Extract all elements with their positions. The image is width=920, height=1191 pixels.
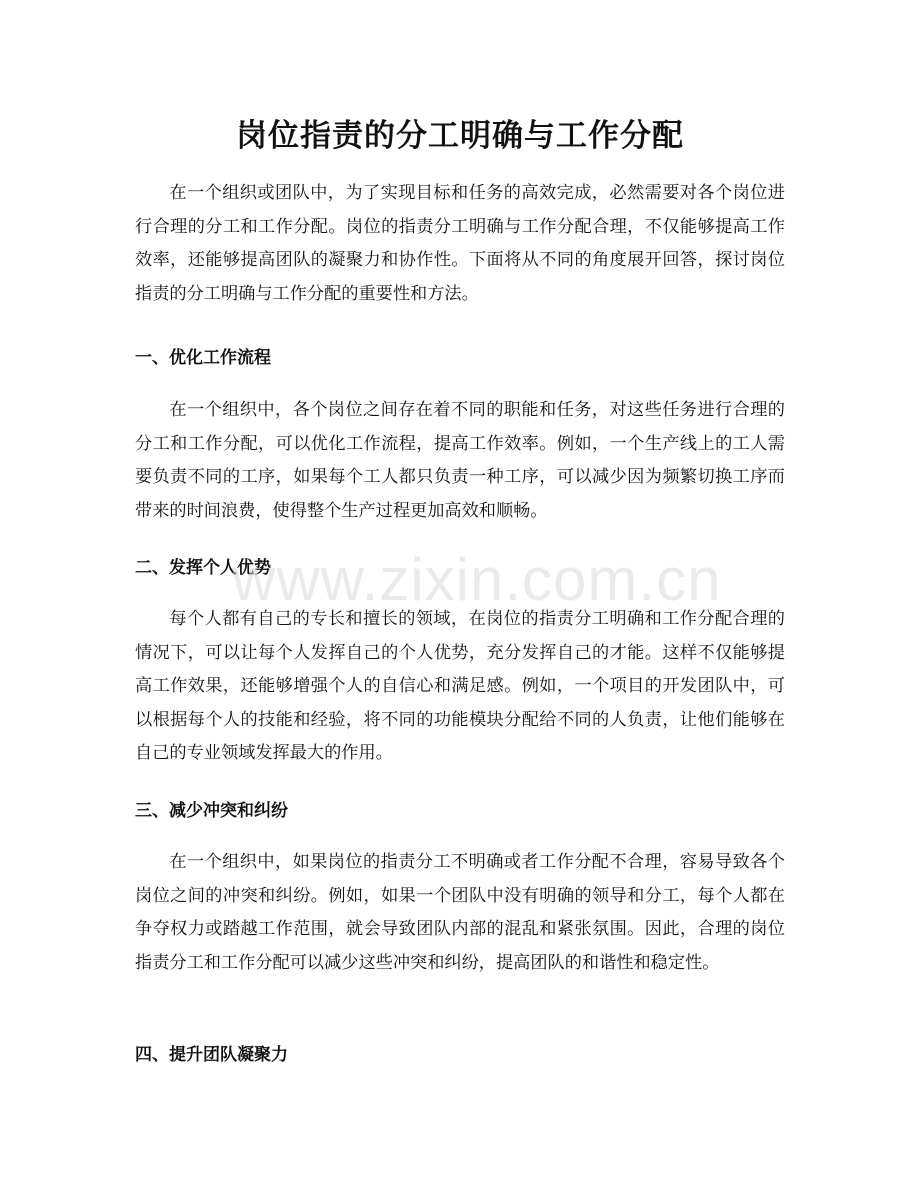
document-title: 岗位指责的分工明确与工作分配 — [236, 118, 684, 154]
section-heading-2: 二、发挥个人优势 — [135, 558, 271, 578]
section-paragraph-3: 在一个组织中，如果岗位的指责分工不明确或者工作分配不合理，容易导致各个岗位之间的冲突和纠纷。例如，如果一个团队中没有明确的领导和分工，每个人都在争夺权力或踏越工作范围，就会导致团队内部的混乱和紧张氛围。因此，合理的岗位指责分工和工作分配可以减少这些冲突和纠纷，提高团队的和谐性和稳定性。 — [135, 852, 785, 973]
section-paragraph-1: 在一个组织中，各个岗位之间存在着不同的职能和任务，对这些任务进行合理的分工和工作分配，可以优化工作流程，提高工作效率。例如，一个生产线上的工人需要负责不同的工序，如果每个工人都只负责一种工序，可以减少因为频繁切换工序而带来的时间浪费，使得整个生产过程更加高效和顺畅。 — [135, 400, 785, 521]
section-paragraph-2: 每个人都有自己的专长和擅长的领域，在岗位的指责分工明确和工作分配合理的情况下，可以让每个人发挥自己的个人优势，充分发挥自己的才能。这样不仅能够提高工作效果，还能够增强个人的自信心和满足感。例如，一个项目的开发团队中，可以根据每个人的技能和经验，将不同的功能模块分配给不同的人负责，让他们能够在自己的专业领域发挥最大的作用。 — [135, 609, 785, 763]
intro-paragraph: 在一个组织或团队中，为了实现目标和任务的高效完成，必然需要对各个岗位进行合理的分工和工作分配。岗位的指责分工明确与工作分配合理，不仅能够提高工作效率，还能够提高团队的凝聚力和协作性。下面将从不同的角度展开回答，探讨岗位指责的分工明确与工作分配的重要性和方法。 — [135, 183, 785, 304]
section-heading-4: 四、提升团队凝聚力 — [135, 1045, 288, 1065]
section-heading-1: 一、优化工作流程 — [135, 348, 271, 368]
watermark: www.zixin.com.cn — [232, 546, 722, 613]
section-body-block-2 — [135, 603, 785, 771]
intro-block — [135, 177, 785, 311]
section-heading-3: 三、减少冲突和纠纷 — [135, 801, 288, 821]
section-body-block-3 — [135, 846, 785, 980]
section-body-block-1 — [135, 394, 785, 528]
